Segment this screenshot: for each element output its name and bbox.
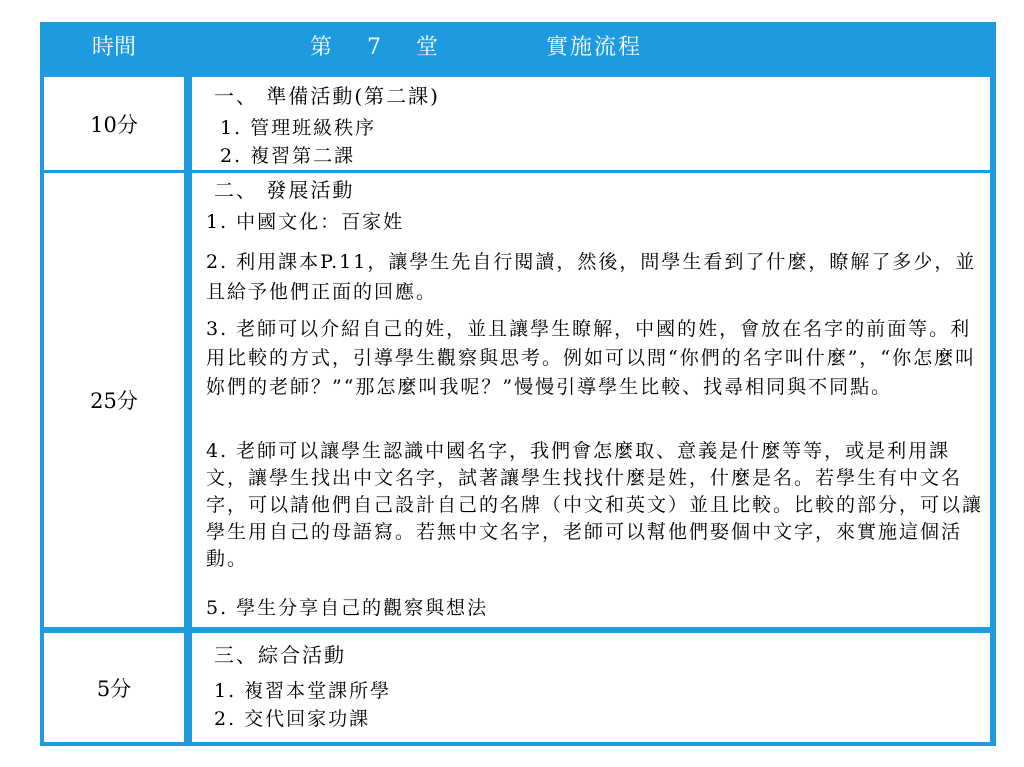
row-1-heading: 一、 準備活動(第二課) <box>214 84 440 108</box>
row-3-item-1: 1. 複習本堂課所學 <box>214 680 392 702</box>
row-1-content <box>192 77 990 170</box>
row-1-time-label: 10分 <box>90 112 138 137</box>
row-2-item-4: 4. 老師可以讓學生認識中國名字，我們會怎麼取、意義是什麼等等，或是利用課文，讓學生找出中文名字，試著讓學生找找什麼是姓，什麼是名。若學生有中文名字，可以請他們自己設計自己的名牌（中文和英文）並且比較。比較的部分，可以讓學生用自己的母語寫。若無中文名字，老師可以幫他們娶個中文字，來實施這個活動。 <box>206 440 984 570</box>
header-flow <box>188 22 996 74</box>
row-1-time <box>44 77 184 170</box>
table-header <box>40 22 996 74</box>
row-2-content <box>192 173 990 627</box>
row-3-item-2: 2. 交代回家功課 <box>214 708 371 730</box>
row-3-heading: 三、綜合活動 <box>214 643 346 667</box>
header-time: 時間 <box>91 35 136 60</box>
row-3-content <box>192 633 990 742</box>
row-2-heading: 二、 發展活動 <box>214 178 355 202</box>
row-1-item-1: 1. 管理班級秩序 <box>220 117 377 139</box>
row-3-time <box>44 633 184 742</box>
row-2-time <box>44 173 184 627</box>
row-2-item-1: 1. 中國文化：百家姓 <box>206 211 405 233</box>
row-2-item-2: 2. 利用課本P.11，讓學生先自行閱讀，然後，問學生看到了什麼，瞭解了多少，並且給予他們正面的回應。 <box>206 251 977 303</box>
row-1-item-2: 2. 複習第二課 <box>220 145 356 167</box>
row-3-time-label: 5分 <box>96 676 132 701</box>
row-2-time-label: 25分 <box>90 389 138 413</box>
row-2-item-5: 5. 學生分享自己的觀察與想法 <box>206 597 489 619</box>
header-lesson: 第 7 堂 <box>310 35 452 60</box>
row-2-item-3: 3. 老師可以介紹自己的姓，並且讓學生瞭解，中國的姓，會放在名字的前面等。利用比較的方式，引導學生觀察與思考。例如可以問“你們的名字叫什麼”，“你怎麼叫妳們的老師？”“那怎麼叫我呢？”慢慢引導學生比較、找尋相同與不同點。 <box>206 318 977 398</box>
header-title: 實施流程 <box>546 35 643 60</box>
